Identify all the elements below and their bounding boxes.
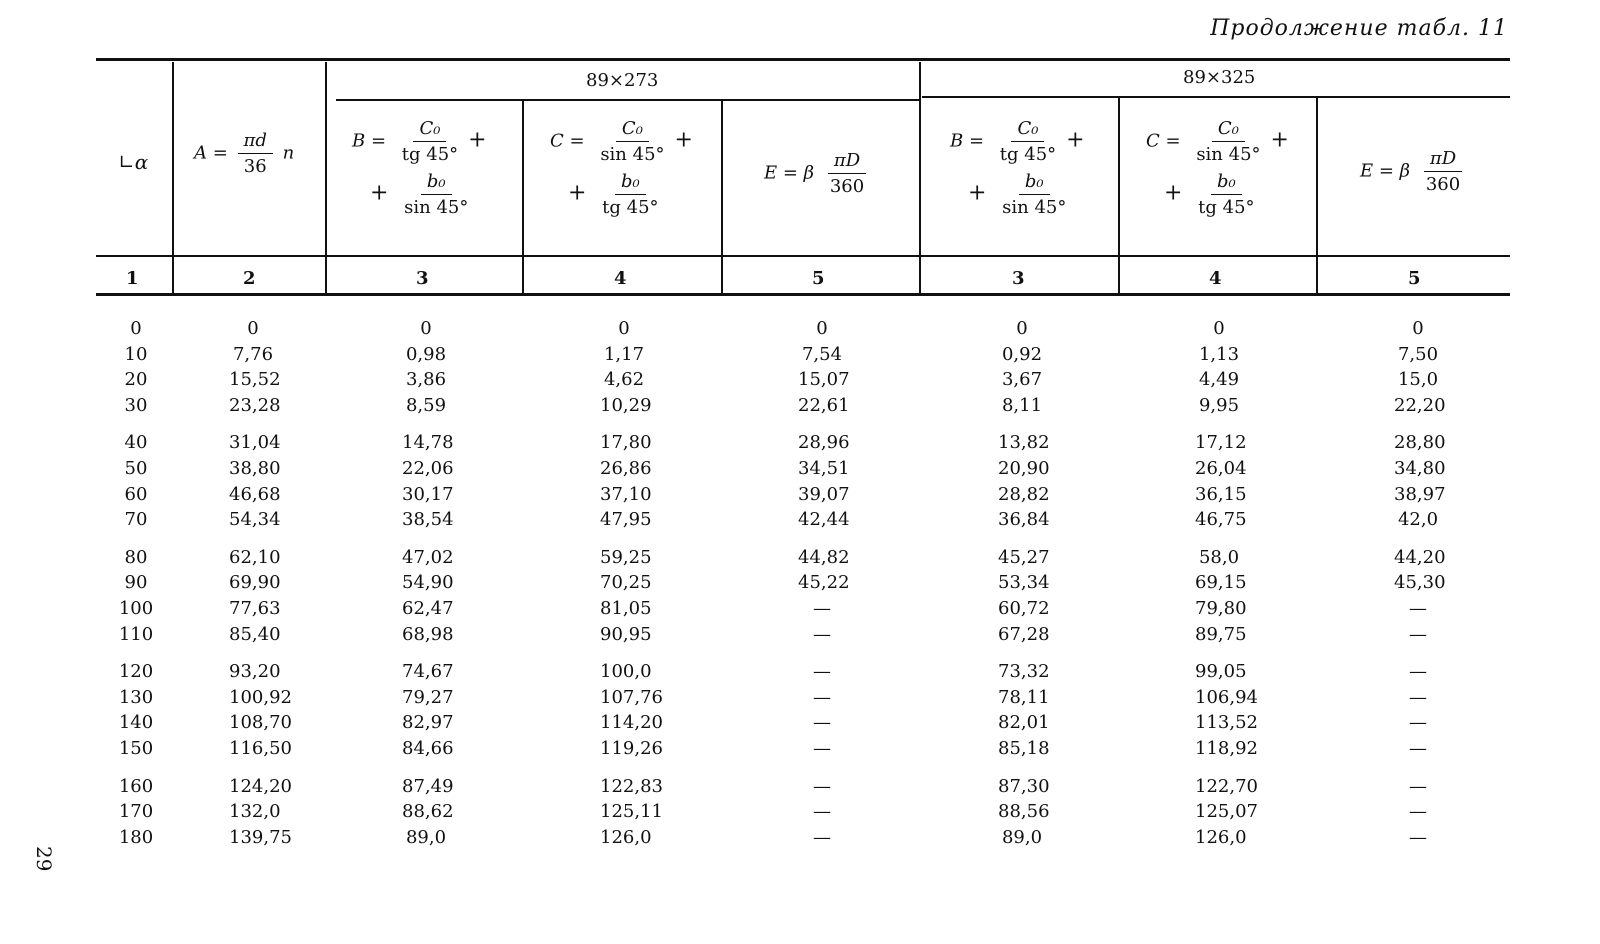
table-cell: 1,13 xyxy=(1198,343,1240,365)
table-cell: — xyxy=(1409,661,1427,683)
table-cell: 42,0 xyxy=(1397,509,1439,531)
table-cell: 38,54 xyxy=(402,509,454,531)
table-cell: 68,98 xyxy=(402,623,454,645)
table-cell: 3,86 xyxy=(405,369,447,391)
angle-header: ∟α xyxy=(118,150,149,174)
table-cell: 85,40 xyxy=(229,623,281,645)
formula-e-lhs: E = β xyxy=(764,162,815,184)
col-divider-2 xyxy=(325,62,327,294)
table-cell: 79,80 xyxy=(1195,598,1247,619)
table-cell: 107,76 xyxy=(600,686,663,708)
table-cell: 60,72 xyxy=(998,598,1050,619)
table-cell: 39,07 xyxy=(798,483,850,505)
table-cell: 100,0 xyxy=(600,661,652,683)
table-cell: 0,92 xyxy=(1001,343,1043,365)
plus-sign: + xyxy=(468,127,487,153)
table-cell: 124,20 xyxy=(229,775,292,797)
col-divider-7 xyxy=(1316,98,1318,294)
table-cell: 47,95 xyxy=(600,509,652,531)
formula-a-fraction xyxy=(238,130,273,177)
table-cell: 89,0 xyxy=(1001,826,1043,848)
table-cell: 78,11 xyxy=(998,686,1050,708)
table-cell: 10 xyxy=(124,343,148,365)
formula-b-numerator-2: b₀ xyxy=(1019,171,1050,195)
table-cell: 88,62 xyxy=(402,801,454,823)
formula-e-numerator: πD xyxy=(1424,148,1462,172)
table-cell: 22,61 xyxy=(798,394,850,416)
table-cell: 0 xyxy=(816,318,828,339)
table-cell: 87,49 xyxy=(402,775,454,797)
formula-c-lhs: C = xyxy=(550,130,585,152)
formula-b-fraction-1 xyxy=(994,118,1062,165)
formula-b-denominator-1: tg 45° xyxy=(401,144,459,165)
table-cell: — xyxy=(813,686,831,708)
table-cell: 140 xyxy=(118,712,154,734)
table-cell: 17,80 xyxy=(600,432,652,454)
formula-e-left xyxy=(764,150,874,197)
table-cell: 4,62 xyxy=(603,369,645,391)
group-rule-right xyxy=(922,96,1510,98)
table-cell: 0 xyxy=(130,318,142,339)
table-cell: 45,30 xyxy=(1394,572,1446,594)
table-cell: 106,94 xyxy=(1195,686,1258,708)
column-number: 3 xyxy=(416,268,429,289)
table-cell: — xyxy=(1409,712,1427,734)
plus-sign: + xyxy=(1164,180,1183,206)
table-cell: 69,15 xyxy=(1195,572,1247,594)
table-cell: — xyxy=(1409,686,1427,708)
column-number: 1 xyxy=(126,268,139,289)
table-cell: 62,10 xyxy=(229,546,281,568)
table-cell: 0 xyxy=(247,318,259,339)
group-rule-left xyxy=(336,99,920,101)
table-cell: 87,30 xyxy=(998,775,1050,797)
table-cell: — xyxy=(813,623,831,645)
table-cell: 15,07 xyxy=(798,369,850,391)
table-cell: 15,0 xyxy=(1397,369,1439,391)
table-cell: 26,86 xyxy=(600,458,652,479)
table-cell: 42,44 xyxy=(798,509,850,531)
table-cell: — xyxy=(813,598,831,619)
table-cell: 126,0 xyxy=(600,826,652,848)
table-cell: 37,10 xyxy=(600,483,652,505)
table-cell: 126,0 xyxy=(1195,826,1247,848)
table-cell: 70 xyxy=(124,509,148,531)
table-cell: 14,78 xyxy=(402,432,454,454)
table-cell: 0,98 xyxy=(405,343,447,365)
formula-c-fraction-2 xyxy=(596,171,664,218)
table-cell: 77,63 xyxy=(229,598,281,619)
table-cell: 30,17 xyxy=(402,483,454,505)
table-cell: 8,59 xyxy=(405,394,447,416)
table-cell: — xyxy=(813,738,831,759)
table-cell: 20,90 xyxy=(998,458,1050,479)
table-cell: 45,27 xyxy=(998,546,1050,568)
table-cell: 100,92 xyxy=(229,686,292,708)
table-cell: 54,90 xyxy=(402,572,454,594)
formula-c-right xyxy=(1146,118,1289,218)
formula-e-denominator: 360 xyxy=(829,176,865,197)
table-cell: 82,01 xyxy=(998,712,1050,734)
table-cell: 20 xyxy=(124,369,148,391)
table-cell: — xyxy=(813,712,831,734)
table-cell: 93,20 xyxy=(229,661,281,683)
page-number: 29 xyxy=(32,846,56,872)
table-cell: 0 xyxy=(1016,318,1028,339)
table-top-rule xyxy=(96,58,1510,61)
table-cell: 22,20 xyxy=(1394,394,1446,416)
formula-e-lhs: E = β xyxy=(1360,160,1411,182)
formula-b-lhs: B = xyxy=(352,130,387,152)
table-cell: 44,20 xyxy=(1394,546,1446,568)
table-cell: 9,95 xyxy=(1198,394,1240,416)
table-cell: 180 xyxy=(118,826,154,848)
table-cell: 82,97 xyxy=(402,712,454,734)
table-cell: 7,50 xyxy=(1397,343,1439,365)
table-cell: 38,80 xyxy=(229,458,281,479)
table-cell: — xyxy=(813,661,831,683)
formula-c-numerator-2: b₀ xyxy=(615,171,646,195)
formula-b-denominator-1: tg 45° xyxy=(999,144,1057,165)
formula-c-numerator-1: C₀ xyxy=(616,118,649,142)
plus-sign: + xyxy=(568,180,587,206)
col-divider-4 xyxy=(721,101,723,294)
table-cell: 125,07 xyxy=(1195,801,1258,823)
table-cell: 132,0 xyxy=(229,801,281,823)
table-cell: 89,0 xyxy=(405,826,447,848)
table-cell: — xyxy=(1409,598,1427,619)
table-cell: 13,82 xyxy=(998,432,1050,454)
table-cell: 88,56 xyxy=(998,801,1050,823)
formula-c-fraction-2 xyxy=(1192,171,1260,218)
formula-b-numerator-2: b₀ xyxy=(421,171,452,195)
table-cell: 8,11 xyxy=(1001,394,1043,416)
table-cell: 40 xyxy=(124,432,148,454)
table-cell: 110 xyxy=(118,623,154,645)
group-header-right: 89×325 xyxy=(1183,67,1256,88)
col-divider-5 xyxy=(919,62,921,294)
table-cell: 3,67 xyxy=(1001,369,1043,391)
table-cell: 100 xyxy=(118,598,154,619)
table-cell: 120 xyxy=(118,661,154,683)
formula-b-lhs: B = xyxy=(950,130,985,152)
table-cell: 69,90 xyxy=(229,572,281,594)
table-cell: 70,25 xyxy=(600,572,652,594)
table-cell: 108,70 xyxy=(229,712,292,734)
table-cell: 118,92 xyxy=(1195,738,1258,759)
formula-a-suffix: n xyxy=(282,142,295,164)
table-cell: 44,82 xyxy=(798,546,850,568)
table-cell: 54,34 xyxy=(229,509,281,531)
table-cell: 119,26 xyxy=(600,738,663,759)
table-cell: 122,70 xyxy=(1195,775,1258,797)
table-cell: 150 xyxy=(118,738,154,759)
table-cell: 79,27 xyxy=(402,686,454,708)
formula-a-lhs: A = xyxy=(194,142,228,164)
table-cell: — xyxy=(1409,801,1427,823)
table-cell: 1,17 xyxy=(603,343,645,365)
formula-e-fraction xyxy=(824,150,870,197)
formula-c-left xyxy=(550,118,693,218)
table-cell: 74,67 xyxy=(402,661,454,683)
table-cell: 90,95 xyxy=(600,623,652,645)
table-cell: 23,28 xyxy=(229,394,281,416)
table-cell: 81,05 xyxy=(600,598,652,619)
formula-c-lhs: C = xyxy=(1146,130,1181,152)
table-cell: — xyxy=(1409,738,1427,759)
table-cell: 45,22 xyxy=(798,572,850,594)
table-cell: 46,75 xyxy=(1195,509,1247,531)
table-cell: 30 xyxy=(124,394,148,416)
table-cell: 160 xyxy=(118,775,154,797)
formula-c-fraction-1 xyxy=(594,118,670,165)
table-cell: 7,76 xyxy=(232,343,274,365)
plus-sign: + xyxy=(968,180,987,206)
table-cell: 36,15 xyxy=(1195,483,1247,505)
plus-sign: + xyxy=(370,180,389,206)
table-cell: 116,50 xyxy=(229,738,292,759)
formula-b-left xyxy=(352,118,487,218)
table-cell: 62,47 xyxy=(402,598,454,619)
formula-c-denominator-2: tg 45° xyxy=(1198,197,1255,218)
table-cell: — xyxy=(1409,623,1427,645)
table-cell: 34,80 xyxy=(1394,458,1446,479)
table-cell: 84,66 xyxy=(402,738,454,759)
table-cell: 139,75 xyxy=(229,826,292,848)
table-cell: 4,49 xyxy=(1198,369,1240,391)
col-divider-6 xyxy=(1118,98,1120,294)
table-cell: 99,05 xyxy=(1195,661,1247,683)
table-cell: 0 xyxy=(1213,318,1225,339)
column-number: 3 xyxy=(1012,268,1025,289)
column-number: 4 xyxy=(1209,268,1222,289)
table-cell: 114,20 xyxy=(600,712,663,734)
table-cell: 130 xyxy=(118,686,154,708)
plus-sign: + xyxy=(1270,127,1289,153)
table-cell: 17,12 xyxy=(1195,432,1247,454)
table-cell: 26,04 xyxy=(1195,458,1247,479)
table-cell: 67,28 xyxy=(998,623,1050,645)
table-cell: 59,25 xyxy=(600,546,652,568)
table-cell: 60 xyxy=(124,483,148,505)
formula-e-denominator: 360 xyxy=(1425,174,1461,195)
formula-c-denominator-1: sin 45° xyxy=(1196,144,1261,165)
table-caption: Продолжение табл. 11 xyxy=(1210,16,1508,41)
column-number: 4 xyxy=(614,268,627,289)
formula-c-fraction-1 xyxy=(1190,118,1266,165)
plus-sign: + xyxy=(1066,127,1085,153)
plus-sign: + xyxy=(674,127,693,153)
table-cell: 85,18 xyxy=(998,738,1050,759)
formula-b-denominator-2: sin 45° xyxy=(404,197,469,218)
formula-b-numerator-1: C₀ xyxy=(413,118,446,142)
formula-b-denominator-2: sin 45° xyxy=(1002,197,1067,218)
table-cell: — xyxy=(813,801,831,823)
table-cell: 0 xyxy=(618,318,630,339)
table-cell: 7,54 xyxy=(801,343,843,365)
table-cell: 10,29 xyxy=(600,394,652,416)
formula-a-denominator: 36 xyxy=(243,156,267,177)
table-cell: 0 xyxy=(1412,318,1424,339)
formula-b-fraction-2 xyxy=(398,171,474,218)
column-number: 5 xyxy=(1408,268,1421,289)
table-cell: — xyxy=(1409,775,1427,797)
table-cell: — xyxy=(813,826,831,848)
colnum-bottom-rule xyxy=(96,293,1510,296)
table-cell: 122,83 xyxy=(600,775,663,797)
col-divider-3 xyxy=(522,101,524,294)
table-cell: 47,02 xyxy=(402,546,454,568)
formula-a-numerator: πd xyxy=(238,130,273,154)
table-cell: 22,06 xyxy=(402,458,454,479)
formula-c-denominator-2: tg 45° xyxy=(602,197,659,218)
table-cell: 50 xyxy=(124,458,148,479)
table-cell: 113,52 xyxy=(1195,712,1258,734)
table-cell: 28,82 xyxy=(998,483,1050,505)
column-number: 2 xyxy=(243,268,256,289)
table-cell: 58,0 xyxy=(1198,546,1240,568)
formula-c-numerator-2: b₀ xyxy=(1211,171,1242,195)
table-cell: 28,80 xyxy=(1394,432,1446,454)
table-cell: 15,52 xyxy=(229,369,281,391)
table-cell: 38,97 xyxy=(1394,483,1446,505)
table-cell: 170 xyxy=(118,801,154,823)
col-divider-1 xyxy=(172,62,174,294)
formula-a xyxy=(194,130,294,177)
table-cell: 53,34 xyxy=(998,572,1050,594)
table-cell: 34,51 xyxy=(798,458,850,479)
table-cell: 0 xyxy=(420,318,432,339)
table-cell: 90 xyxy=(124,572,148,594)
table-cell: 73,32 xyxy=(998,661,1050,683)
table-cell: 31,04 xyxy=(229,432,281,454)
formula-b-right xyxy=(950,118,1085,218)
table-cell: — xyxy=(813,775,831,797)
table-cell: 46,68 xyxy=(229,483,281,505)
header-bottom-rule xyxy=(96,255,1510,257)
formula-b-fraction-2 xyxy=(996,171,1072,218)
formula-c-numerator-1: C₀ xyxy=(1212,118,1245,142)
table-cell: 28,96 xyxy=(798,432,850,454)
formula-b-numerator-1: C₀ xyxy=(1011,118,1044,142)
column-number: 5 xyxy=(812,268,825,289)
table-cell: 89,75 xyxy=(1195,623,1247,645)
formula-e-right xyxy=(1360,148,1470,195)
group-header-left: 89×273 xyxy=(586,70,659,91)
formula-e-numerator: πD xyxy=(828,150,866,174)
table-cell: 125,11 xyxy=(600,801,663,823)
table-cell: 80 xyxy=(124,546,148,568)
table-cell: 36,84 xyxy=(998,509,1050,531)
table-cell: — xyxy=(1409,826,1427,848)
formula-b-fraction-1 xyxy=(396,118,464,165)
formula-e-fraction xyxy=(1420,148,1466,195)
formula-c-denominator-1: sin 45° xyxy=(600,144,665,165)
